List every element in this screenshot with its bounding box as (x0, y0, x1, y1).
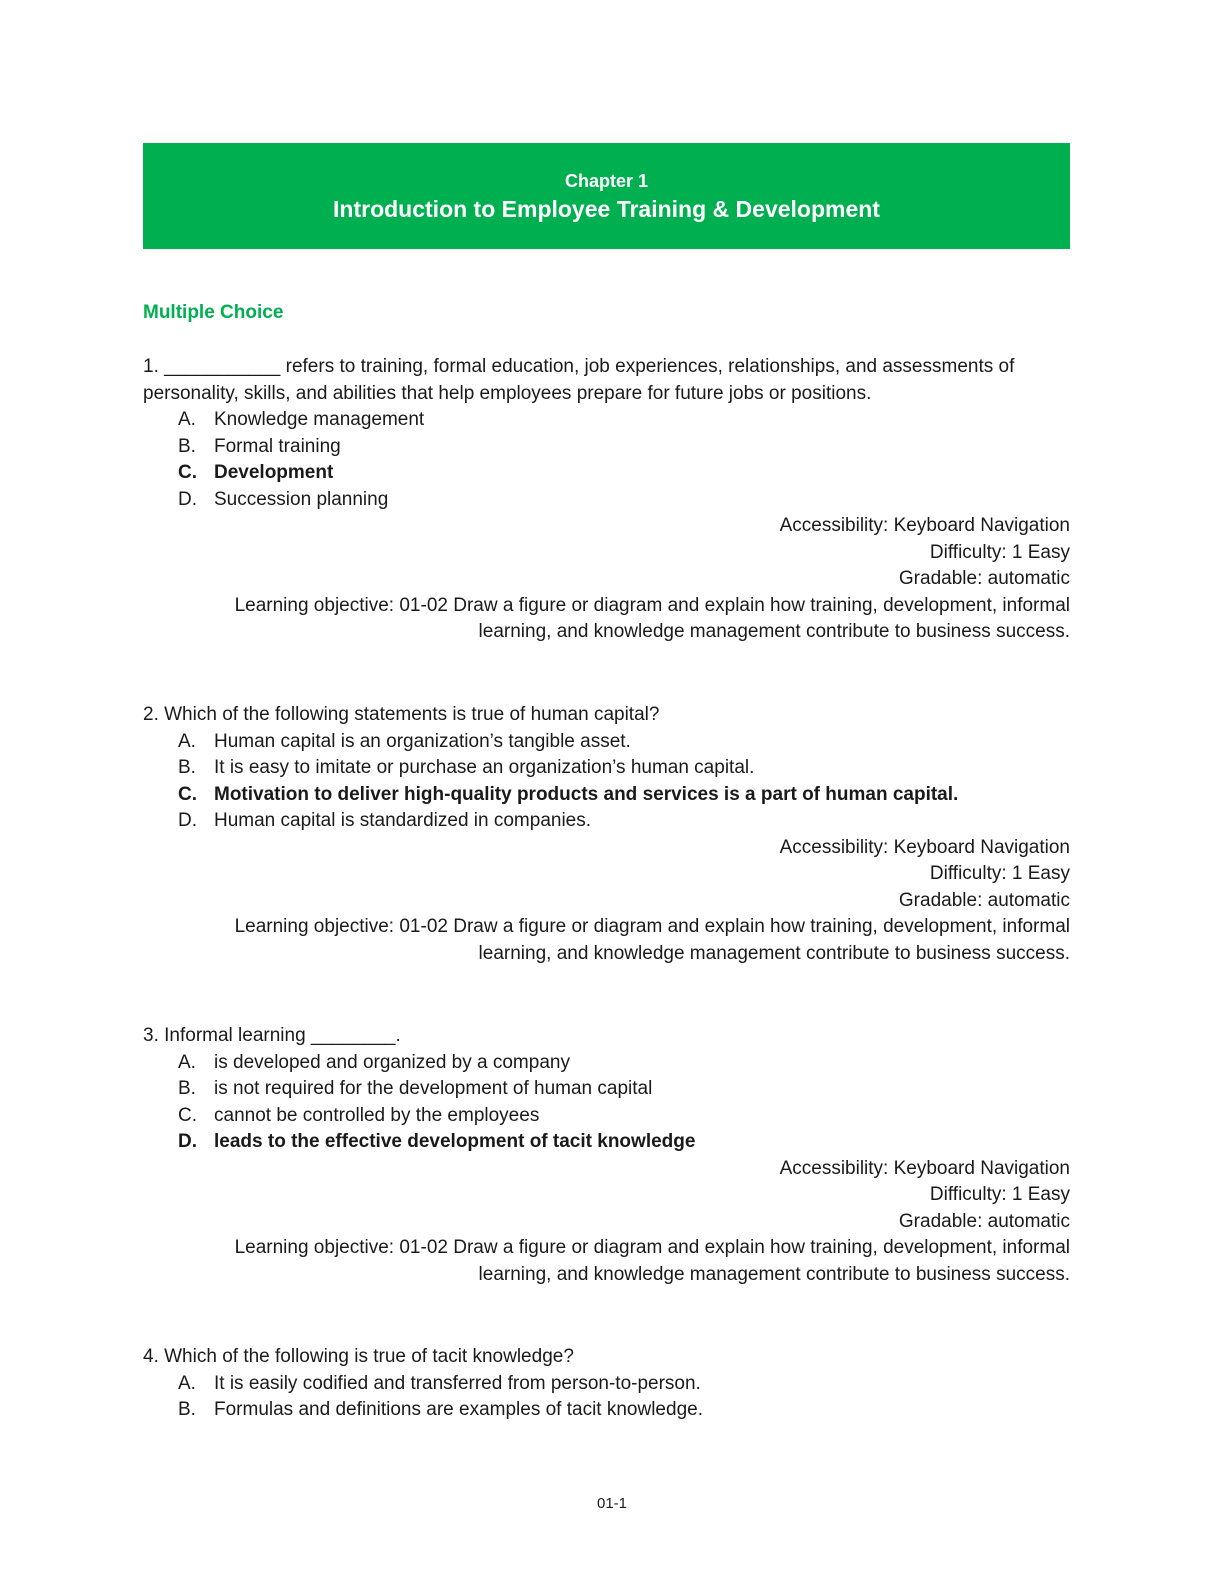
option-text: Motivation to deliver high-quality products and services is a part of human capital. (214, 783, 959, 805)
learning-objective: Learning objective: 01-02 Draw a figure or diagram and explain how training, development, informal learning, and knowledge management contribute to business success. (234, 1237, 1070, 1285)
question-2 (143, 702, 1070, 967)
option-letter: A. (178, 1372, 196, 1394)
answer-option (143, 1397, 1070, 1424)
option-letter: C. (178, 1104, 197, 1126)
page-number: 01-1 (596, 1495, 628, 1512)
option-text: Development (214, 462, 334, 483)
answer-option (143, 1103, 1070, 1130)
answer-option (143, 808, 1070, 835)
option-letter: C. (178, 783, 197, 805)
option-letter: B. (178, 757, 196, 778)
option-text: Formulas and definitions are examples of tacit knowledge. (214, 1399, 703, 1420)
accessibility-line: Accessibility: Keyboard Navigation (779, 836, 1070, 858)
option-text: cannot be controlled by the employees (214, 1104, 540, 1126)
answer-option (143, 1371, 1070, 1398)
option-text: Succession planning (214, 488, 389, 510)
option-text: Knowledge management (214, 409, 425, 430)
answer-option (143, 729, 1070, 756)
option-letter: B. (178, 1078, 196, 1099)
answer-option (143, 755, 1070, 782)
correct-answer-option (143, 782, 1070, 809)
section-heading: Multiple Choice (143, 302, 284, 323)
answer-option (143, 1050, 1070, 1077)
answer-options (143, 407, 1070, 513)
learning-objective: Learning objective: 01-02 Draw a figure or diagram and explain how training, development, informal learning, and knowledge management contribute to business success. (234, 594, 1070, 642)
option-letter: B. (178, 1399, 196, 1420)
answer-option (143, 487, 1070, 514)
option-text: Human capital is standardized in companies. (214, 810, 592, 831)
answer-option (143, 1076, 1070, 1103)
difficulty-line: Difficulty: 1 Easy (929, 863, 1070, 884)
difficulty-line: Difficulty: 1 Easy (929, 1184, 1070, 1205)
gradable-line: Gradable: automatic (898, 889, 1070, 911)
option-letter: D. (178, 1131, 197, 1152)
option-letter: D. (178, 810, 197, 831)
question-metadata (143, 513, 1070, 646)
answer-options (143, 1050, 1070, 1156)
answer-option (143, 407, 1070, 434)
answer-options (143, 729, 1070, 835)
option-text: leads to the effective development of tacit knowledge (214, 1131, 696, 1152)
option-letter: A. (178, 1051, 196, 1073)
question-3 (143, 1023, 1070, 1288)
question-1 (143, 354, 1070, 646)
option-text: is developed and organized by a company (214, 1051, 570, 1073)
answer-options (143, 1371, 1070, 1424)
option-text: It is easy to imitate or purchase an organization’s human capital. (214, 757, 755, 778)
option-letter: D. (178, 488, 197, 510)
chapter-label: Chapter 1 (564, 171, 649, 191)
question-stem: 2. Which of the following statements is true of human capital? (143, 704, 660, 725)
option-text: It is easily codified and transferred from person-to-person. (214, 1372, 701, 1394)
option-letter: A. (178, 730, 196, 752)
question-stem: 3. Informal learning ________. (143, 1025, 401, 1046)
question-metadata (143, 1156, 1070, 1289)
question-stem: 1. ___________ refers to training, formal education, job experiences, relationships, and assessments of personality, skills, and abilities that help employees prepare for future jobs or positions. (143, 356, 1015, 404)
option-text: Formal training (214, 435, 341, 457)
gradable-line: Gradable: automatic (898, 1210, 1070, 1232)
correct-answer-option (143, 460, 1070, 487)
chapter-banner (143, 143, 1070, 249)
accessibility-line: Accessibility: Keyboard Navigation (779, 515, 1070, 536)
option-text: is not required for the development of human capital (214, 1078, 653, 1099)
gradable-line: Gradable: automatic (898, 568, 1070, 589)
chapter-title: Introduction to Employee Training & Development (333, 196, 880, 222)
option-letter: A. (178, 409, 196, 430)
answer-option (143, 434, 1070, 461)
option-letter: B. (178, 435, 196, 457)
option-text: Human capital is an organization’s tangible asset. (214, 730, 631, 752)
accessibility-line: Accessibility: Keyboard Navigation (779, 1157, 1070, 1179)
learning-objective: Learning objective: 01-02 Draw a figure or diagram and explain how training, development, informal learning, and knowledge management contribute to business success. (234, 916, 1070, 964)
option-letter: C. (178, 462, 197, 483)
difficulty-line: Difficulty: 1 Easy (929, 541, 1070, 563)
question-4 (143, 1344, 1070, 1424)
question-metadata (143, 835, 1070, 968)
question-stem: 4. Which of the following is true of tacit knowledge? (143, 1346, 574, 1367)
correct-answer-option (143, 1129, 1070, 1156)
